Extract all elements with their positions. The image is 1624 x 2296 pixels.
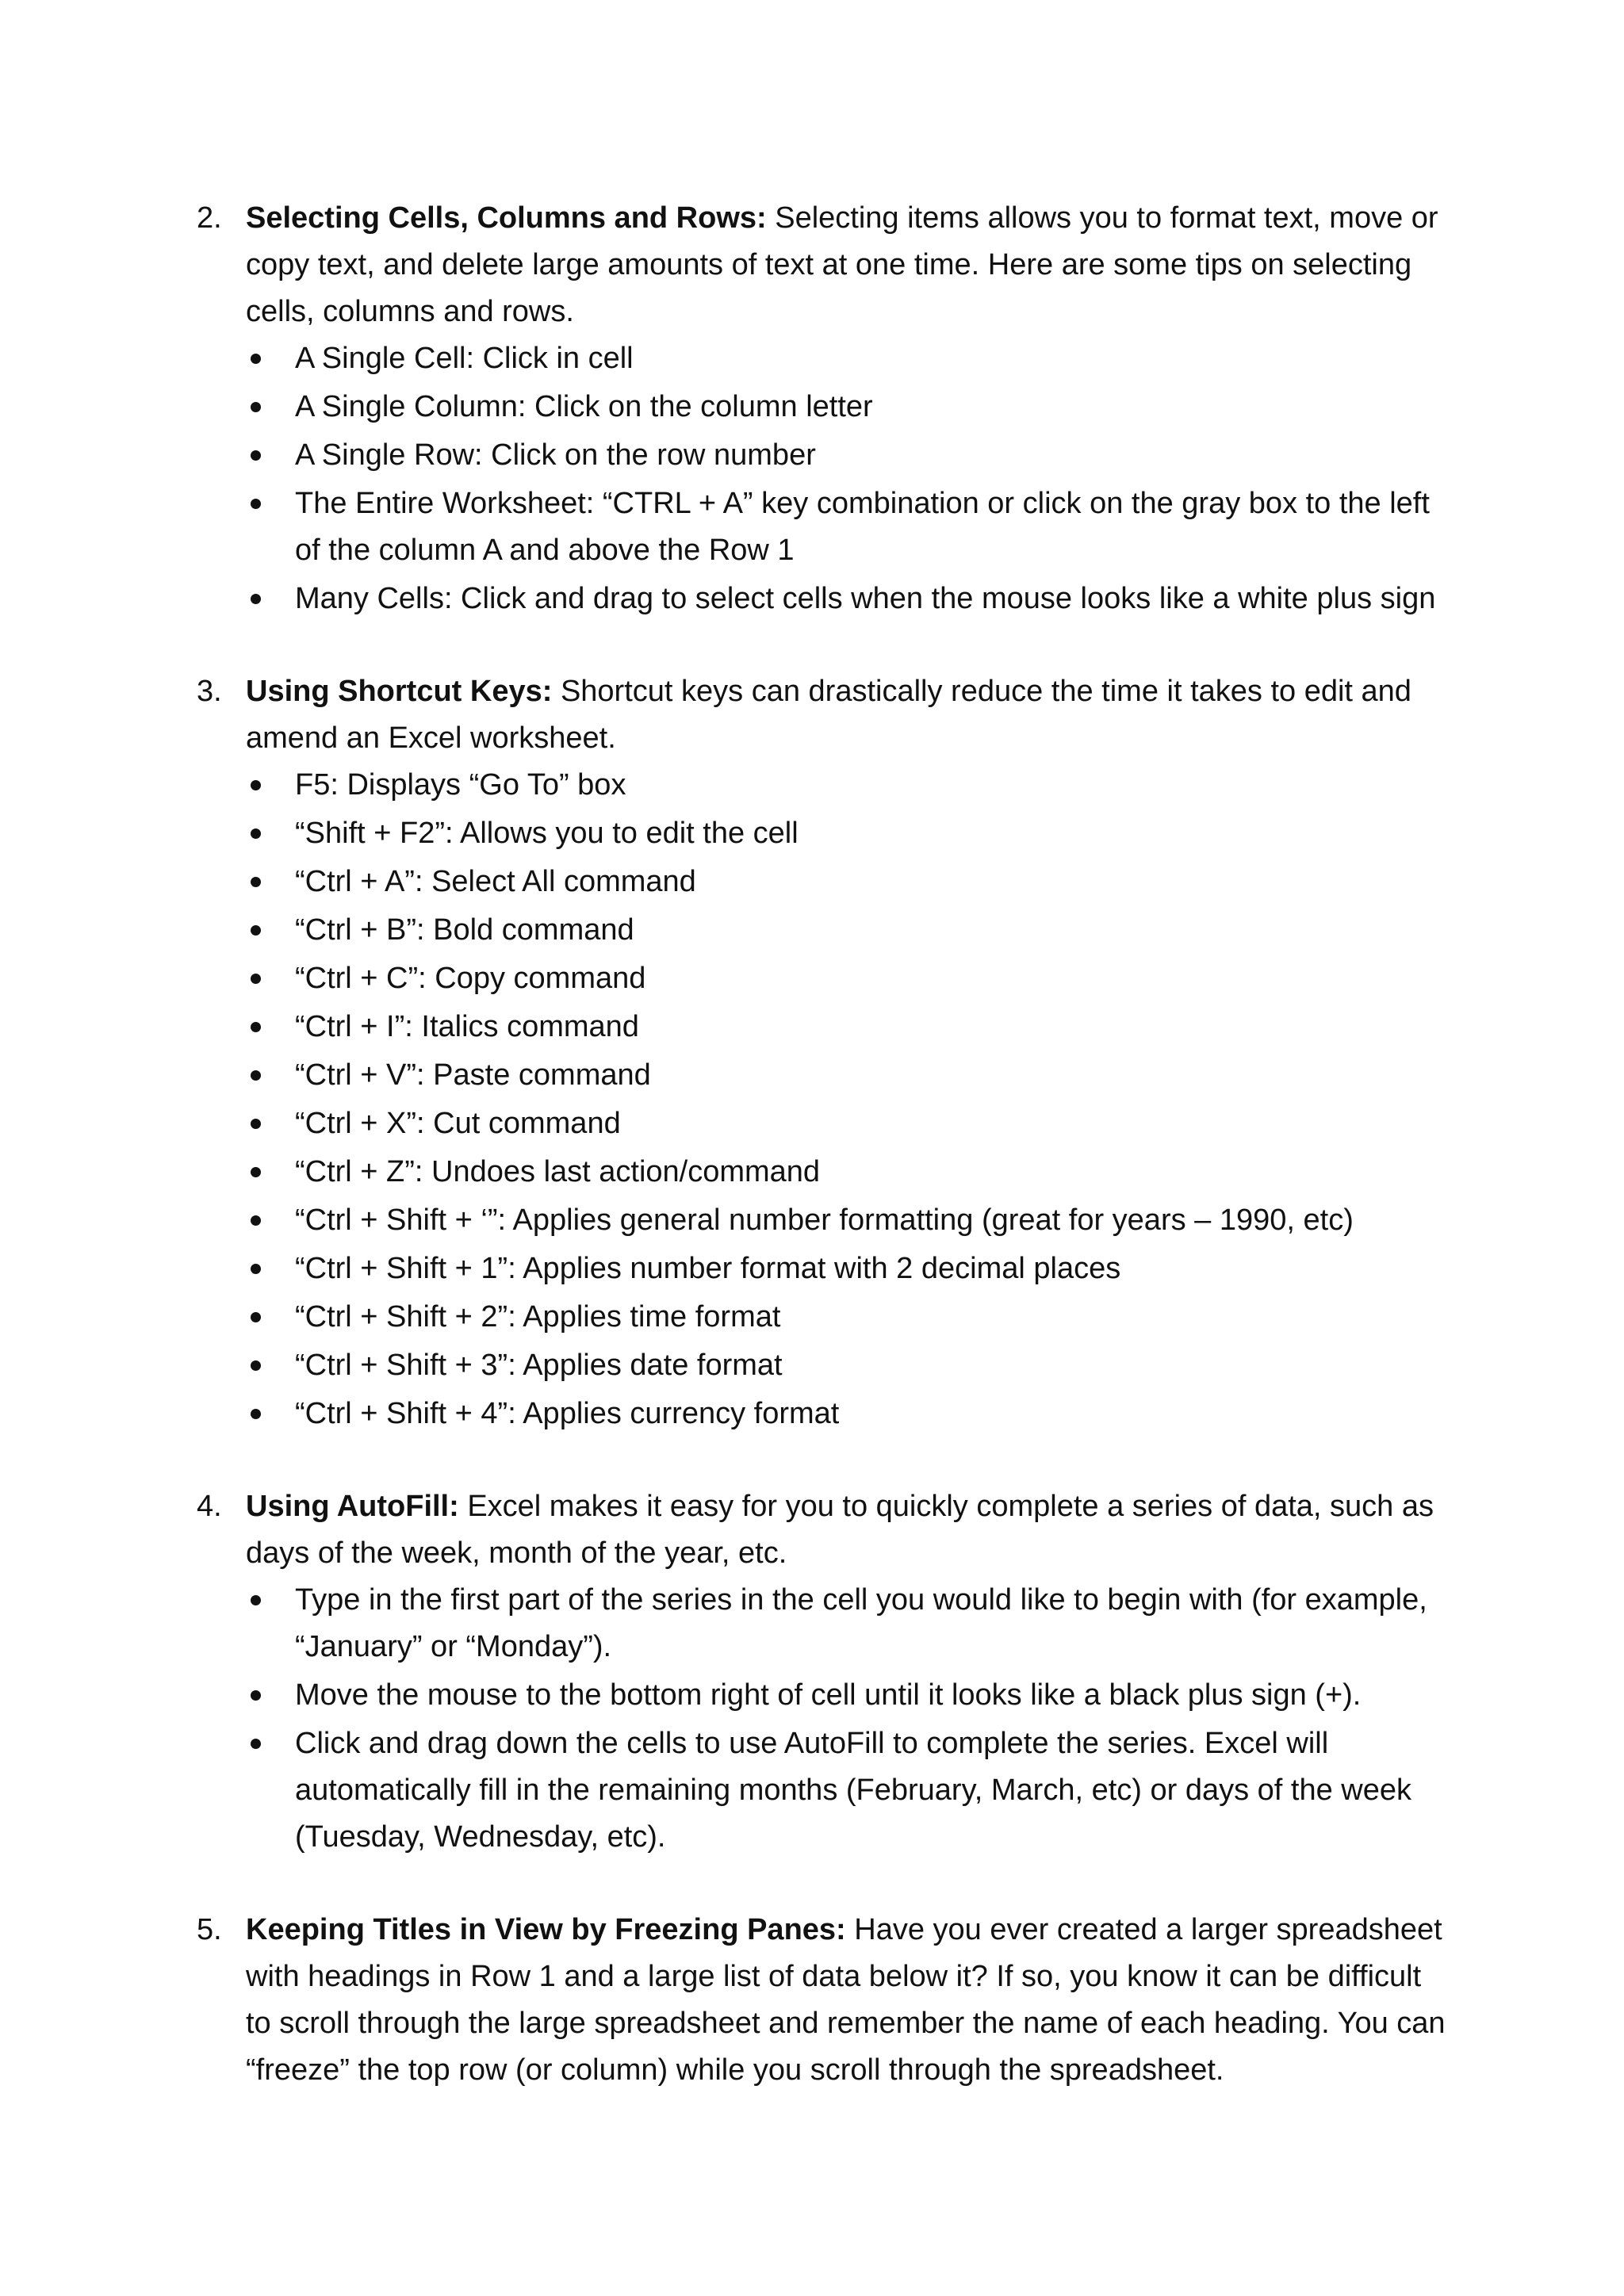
bullet-icon <box>251 1409 261 1419</box>
bullet-icon <box>251 1690 261 1701</box>
list-item <box>246 907 1450 954</box>
section-autofill <box>197 1483 1450 1861</box>
section-text: Shortcut keys can drastically reduce the time it takes to edit and amend an Excel worksheet. <box>246 675 1411 755</box>
bullet-icon <box>251 594 261 604</box>
list-item-text: “Ctrl + Z”: Undoes last action/command <box>295 1155 821 1188</box>
list-item <box>246 1342 1450 1389</box>
section-title: Using Shortcut Keys: <box>246 675 553 708</box>
bullet-icon <box>251 1264 261 1274</box>
list-item-text: “Ctrl + A”: Select All command <box>295 865 696 898</box>
list-item <box>246 1391 1450 1437</box>
list-item <box>246 810 1450 857</box>
bullet-icon <box>251 828 261 839</box>
bullet-icon <box>251 1022 261 1032</box>
bullet-icon <box>251 1215 261 1226</box>
list-item <box>246 762 1450 809</box>
list-item <box>246 384 1450 430</box>
list-item-text: “Ctrl + C”: Copy command <box>295 962 646 995</box>
list-item <box>246 955 1450 1002</box>
list-item-text: The Entire Worksheet: “CTRL + A” key combination or click on the gray box to the left of the column A and above the Row 1 <box>295 487 1430 567</box>
list-item <box>246 1294 1450 1341</box>
bullet-list <box>246 1577 1450 1861</box>
list-item <box>246 1197 1450 1244</box>
list-item <box>246 432 1450 479</box>
section-text: Excel makes it easy for you to quickly complete a series of data, such as days of the week, month of the year, etc. <box>246 1490 1434 1570</box>
list-item-text: “Ctrl + I”: Italics command <box>295 1010 639 1043</box>
list-item-text: “Ctrl + Shift + 1”: Applies number format with 2 decimal places <box>295 1252 1121 1285</box>
section-number: 3. <box>197 675 222 708</box>
section-selecting-cells <box>197 195 1450 622</box>
bullet-icon <box>251 499 261 509</box>
list-item-text: “Ctrl + V”: Paste command <box>295 1058 651 1092</box>
list-item-text: A Single Cell: Click in cell <box>295 342 634 375</box>
list-item-text: A Single Row: Click on the row number <box>295 438 816 472</box>
list-item-text: F5: Displays “Go To” box <box>295 768 626 802</box>
list-item-text: “Ctrl + B”: Bold command <box>295 913 634 947</box>
bullet-icon <box>251 402 261 412</box>
section-shortcut-keys <box>197 668 1450 1437</box>
list-item-text: “Ctrl + Shift + ‘”: Applies general number formatting (great for years – 1990, etc) <box>295 1203 1354 1237</box>
section-number: 4. <box>197 1490 222 1523</box>
bullet-icon <box>251 1070 261 1081</box>
list-item <box>246 1577 1450 1670</box>
bullet-icon <box>251 925 261 936</box>
list-item <box>246 1149 1450 1196</box>
list-item-text: Many Cells: Click and drag to select cells when the mouse looks like a white plus sign <box>295 582 1436 615</box>
bullet-list <box>246 335 1450 622</box>
list-item-text: Click and drag down the cells to use AutoFill to complete the series. Excel will automatically fill in the remaining months (February, March, etc) or days of the week (Tuesday, Wednesday, etc). <box>295 1727 1411 1854</box>
list-item-text: Type in the first part of the series in the cell you would like to begin with (for example, “January” or “Monday”). <box>295 1583 1427 1663</box>
bullet-icon <box>251 1739 261 1749</box>
bullet-icon <box>251 1595 261 1605</box>
list-item <box>246 335 1450 382</box>
list-item <box>246 859 1450 905</box>
section-body <box>246 1907 1450 2094</box>
section-freezing-panes <box>197 1907 1450 2094</box>
section-number: 2. <box>197 201 222 235</box>
list-item <box>246 1052 1450 1099</box>
bullet-icon <box>251 450 261 461</box>
section-title: Keeping Titles in View by Freezing Panes: <box>246 1913 846 1946</box>
document-content <box>197 195 1450 2140</box>
list-item <box>246 576 1450 622</box>
list-item <box>246 480 1450 574</box>
list-item <box>246 1004 1450 1050</box>
list-item <box>246 1100 1450 1147</box>
bullet-list <box>246 762 1450 1437</box>
list-item-text: “Ctrl + Shift + 2”: Applies time format <box>295 1300 781 1334</box>
bullet-icon <box>251 1119 261 1129</box>
section-body <box>246 1483 1450 1861</box>
bullet-icon <box>251 1312 261 1322</box>
section-body <box>246 668 1450 1437</box>
bullet-icon <box>251 780 261 790</box>
list-item-text: A Single Column: Click on the column letter <box>295 390 873 423</box>
bullet-icon <box>251 354 261 364</box>
list-item-text: Move the mouse to the bottom right of cell until it looks like a black plus sign (+). <box>295 1678 1362 1712</box>
bullet-icon <box>251 974 261 984</box>
list-item <box>246 1672 1450 1719</box>
list-item-text: “Ctrl + X”: Cut command <box>295 1107 621 1140</box>
section-title: Selecting Cells, Columns and Rows: <box>246 201 767 235</box>
list-item <box>246 1720 1450 1861</box>
section-body <box>246 195 1450 622</box>
list-item-text: “Ctrl + Shift + 4”: Applies currency format <box>295 1397 840 1430</box>
bullet-icon <box>251 877 261 887</box>
section-title: Using AutoFill: <box>246 1490 459 1523</box>
section-text: Have you ever created a larger spreadsheet with headings in Row 1 and a large list of data below it? If so, you know it can be difficult to scroll through the large spreadsheet and remember the name of each heading. You can “freeze” the top row (or column) while you scroll through the spreadsheet. <box>246 1913 1446 2087</box>
bullet-icon <box>251 1167 261 1177</box>
list-item-text: “Shift + F2”: Allows you to edit the cell <box>295 817 799 850</box>
bullet-icon <box>251 1360 261 1371</box>
list-item <box>246 1246 1450 1292</box>
list-item-text: “Ctrl + Shift + 3”: Applies date format <box>295 1349 783 1382</box>
section-number: 5. <box>197 1913 222 1946</box>
section-text: Selecting items allows you to format text, move or copy text, and delete large amounts of text at one time. Here are some tips on selecting cells, columns and rows. <box>246 201 1438 328</box>
